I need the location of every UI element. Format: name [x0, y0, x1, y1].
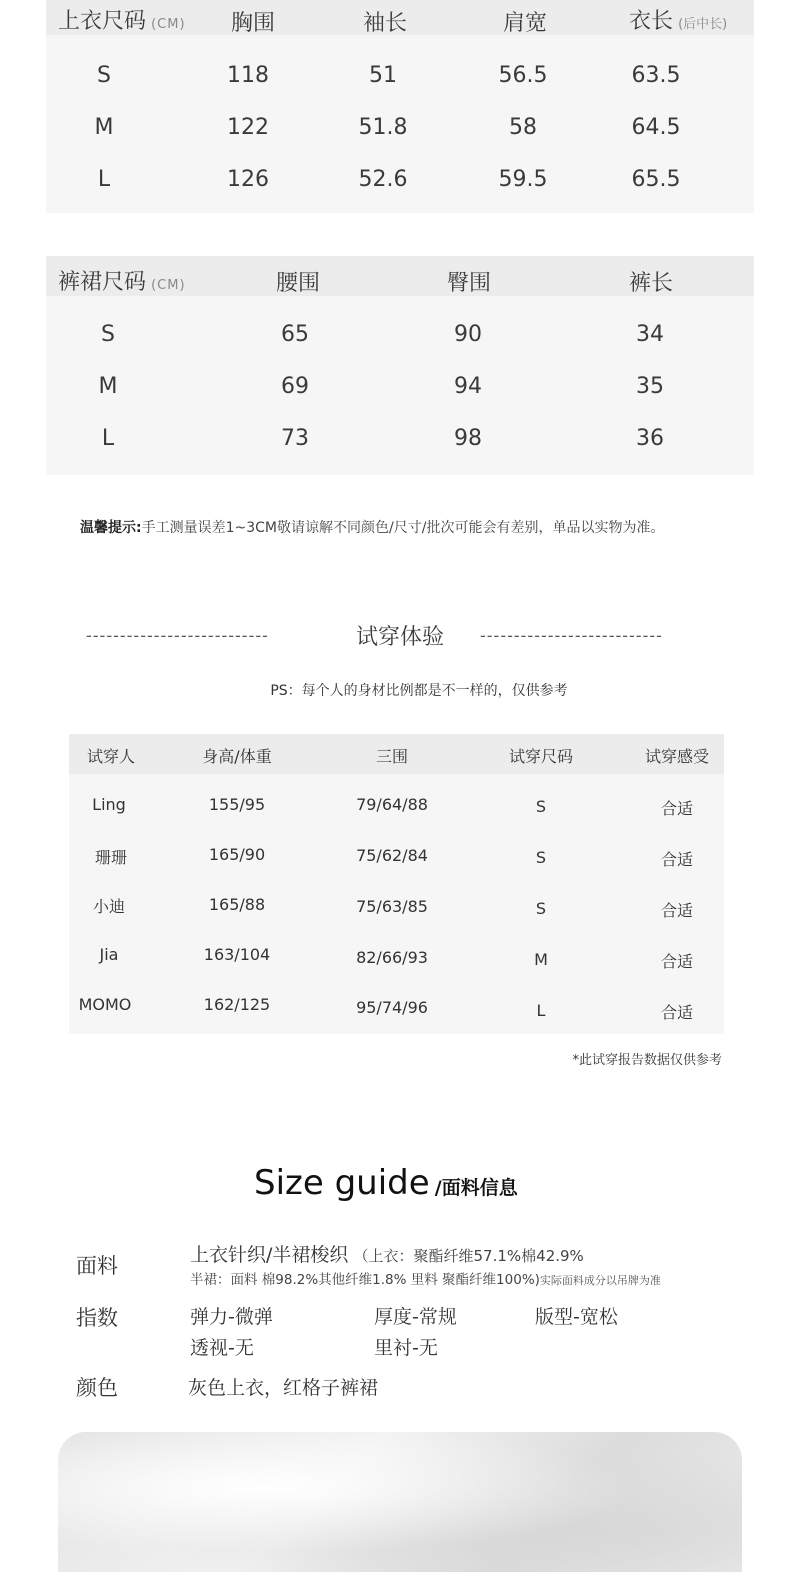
tryon-header-measurements: 三围 — [375, 747, 409, 766]
tryon-row-4-height-weight: 163/104 — [203, 945, 271, 964]
color-value: 灰色上衣，红格子裤裙 — [188, 1377, 379, 1399]
top-row-l-shoulder: 59.5 — [498, 167, 548, 192]
bottom-row-l-size: L — [101, 426, 115, 451]
tryon-row-3-measurements: 75/63/85 — [356, 897, 428, 916]
top-header-chest: 胸围 — [230, 11, 276, 36]
fabric-main-detail: （上衣：聚酯纤维57.1%棉42.9% — [353, 1247, 584, 1265]
top-row-l-chest: 126 — [227, 167, 269, 192]
top-row-m-size: M — [94, 115, 114, 140]
tryon-row-5-size: L — [536, 1001, 546, 1020]
tryon-row-1-feeling: 合适 — [660, 799, 694, 818]
top-row-l-length: 65.5 — [631, 167, 681, 192]
bottom-row-m-waist: 69 — [281, 374, 309, 399]
bottom-row-s-length: 34 — [636, 322, 664, 347]
tryon-row-1-measurements: 79/64/88 — [356, 795, 428, 814]
tip-label: 温馨提示: — [80, 520, 142, 536]
color-label: 颜色 — [76, 1376, 118, 1400]
index-thickness: 厚度-常规 — [374, 1306, 457, 1328]
index-fit: 版型-宽松 — [535, 1306, 618, 1328]
top-header-sleeve: 袖长 — [362, 11, 408, 36]
top-header-shoulder: 肩宽 — [502, 11, 548, 36]
top-row-l-size: L — [97, 167, 111, 192]
size-guide-subtitle: /面料信息 — [434, 1177, 518, 1199]
bottom-row-m-hip: 94 — [454, 374, 482, 399]
bottom-row-l-hip: 98 — [454, 426, 482, 451]
fabric-main-line — [190, 1240, 584, 1267]
tryon-row-1-height-weight: 155/95 — [208, 795, 266, 814]
tryon-row-2-size: S — [535, 848, 547, 867]
bottom-row-s-hip: 90 — [454, 322, 482, 347]
top-header-length — [629, 4, 727, 35]
top-row-s-size: S — [97, 63, 111, 88]
index-transparency: 透视-无 — [190, 1337, 254, 1359]
tryon-dash-right: --------------------------- — [480, 626, 663, 645]
tryon-row-3-person: 小迪 — [92, 897, 126, 916]
tryon-row-5-height-weight: 162/125 — [203, 995, 271, 1014]
tryon-row-3-size: S — [535, 899, 547, 918]
bottom-table-title — [58, 265, 186, 296]
tryon-row-3-feeling: 合适 — [660, 901, 694, 920]
fabric-label: 面料 — [76, 1254, 118, 1278]
top-row-s-chest: 118 — [227, 63, 269, 88]
tryon-header-height-weight: 身高/体重 — [202, 747, 272, 766]
tryon-header-size: 试穿尺码 — [508, 747, 574, 766]
bottom-row-m-size: M — [98, 374, 118, 399]
top-row-l-sleeve: 52.6 — [358, 167, 408, 192]
index-label: 指数 — [76, 1306, 118, 1330]
tryon-row-2-person: 珊珊 — [94, 848, 128, 867]
tip-text: 手工测量误差1~3CM敬请谅解不同颜色/尺寸/批次可能会有差别，单品以实物为准。 — [141, 520, 665, 536]
index-lining: 里衬-无 — [374, 1337, 438, 1359]
tryon-row-1-person: Ling — [92, 795, 126, 814]
bottom-table-title-text: 裤裙尺码 — [58, 270, 147, 295]
top-row-m-shoulder: 58 — [509, 115, 537, 140]
bottom-header-waist: 腰围 — [275, 271, 321, 296]
top-row-m-sleeve: 51.8 — [358, 115, 408, 140]
tryon-row-4-person: Jia — [99, 945, 119, 964]
top-row-m-length: 64.5 — [631, 115, 681, 140]
tryon-dash-left: --------------------------- — [86, 626, 269, 645]
top-header-length-text: 衣长 — [629, 9, 674, 34]
tryon-note: *此试穿报告数据仅供参考 — [572, 1053, 722, 1068]
tryon-row-4-measurements: 82/66/93 — [356, 948, 428, 967]
tryon-row-1-size: S — [535, 797, 547, 816]
fabric-main: 上衣针织/半裙梭织 — [190, 1244, 349, 1266]
top-table-title-text: 上衣尺码 — [58, 9, 147, 34]
tryon-row-4-feeling: 合适 — [660, 952, 694, 971]
bottom-row-l-length: 36 — [636, 426, 664, 451]
bottom-row-s-waist: 65 — [281, 322, 309, 347]
size-guide-title: Size guide — [254, 1163, 430, 1203]
fabric-second-line — [190, 1268, 661, 1288]
top-row-s-shoulder: 56.5 — [498, 63, 548, 88]
tryon-row-5-feeling: 合适 — [660, 1003, 694, 1022]
top-table-unit: (CM) — [151, 17, 186, 32]
tryon-ps: PS：每个人的身材比例都是不一样的，仅供参考 — [270, 683, 568, 699]
top-table-title — [58, 4, 186, 35]
bottom-row-m-length: 35 — [636, 374, 664, 399]
tryon-row-2-feeling: 合适 — [660, 850, 694, 869]
index-elasticity: 弹力-微弹 — [190, 1306, 273, 1328]
bottom-header-length: 裤长 — [628, 271, 674, 296]
tryon-header-person: 试穿人 — [86, 747, 136, 766]
tryon-header-feeling: 试穿感受 — [644, 747, 710, 766]
product-fabric-photo — [58, 1432, 742, 1572]
bottom-table-unit: (CM) — [151, 278, 186, 293]
measurement-tip — [80, 517, 664, 537]
top-header-length-note: (后中长) — [678, 17, 728, 32]
fabric-line2-note: 实际面料成分以吊牌为准 — [539, 1274, 661, 1287]
tryon-row-5-person: MOMO — [78, 995, 132, 1014]
size-guide-heading — [254, 1163, 518, 1203]
top-row-s-sleeve: 51 — [369, 63, 397, 88]
bottom-row-l-waist: 73 — [281, 426, 309, 451]
tryon-row-2-measurements: 75/62/84 — [356, 846, 428, 865]
fabric-line2: 半裙：面料 棉98.2%其他纤维1.8% 里料 聚酯纤维100%) — [190, 1272, 540, 1288]
tryon-row-4-size: M — [534, 950, 548, 969]
tryon-row-5-measurements: 95/74/96 — [356, 998, 428, 1017]
tryon-title: 试穿体验 — [355, 625, 445, 650]
top-row-m-chest: 122 — [227, 115, 269, 140]
tryon-row-2-height-weight: 165/90 — [208, 845, 266, 864]
top-row-s-length: 63.5 — [631, 63, 681, 88]
bottom-row-s-size: S — [101, 322, 115, 347]
tryon-row-3-height-weight: 165/88 — [208, 895, 266, 914]
bottom-header-hip: 臀围 — [446, 271, 492, 296]
